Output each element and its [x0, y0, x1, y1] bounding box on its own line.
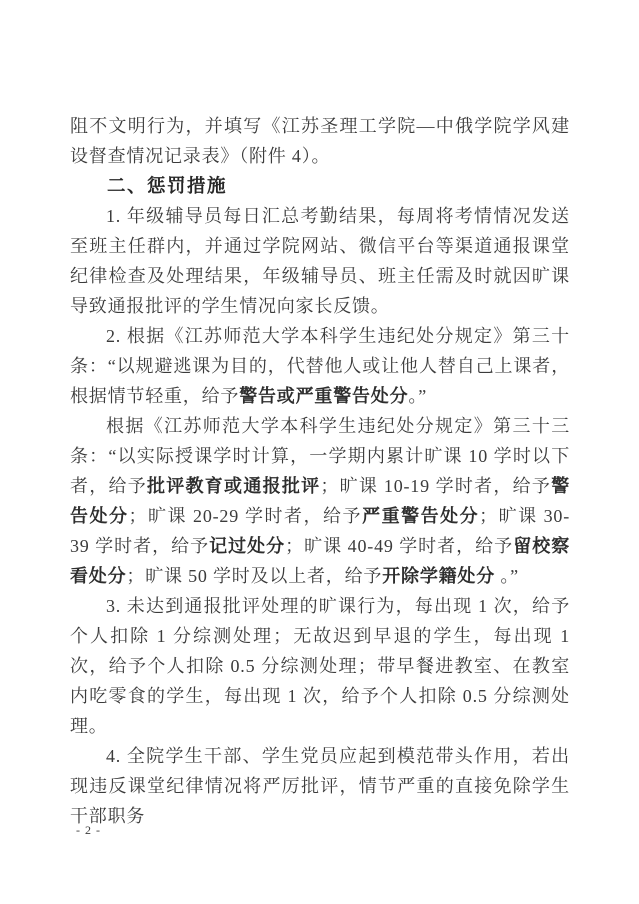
text-run: 。”	[495, 566, 519, 586]
paragraph-item-2	[70, 321, 570, 411]
paragraph-item-3	[70, 591, 570, 741]
text-run: 4. 全院学生干部、学生党员应起到模范带头作用，若出现违反课堂纪律情况将严厉批评，情节严重的直接免除学生干部职务	[70, 746, 570, 826]
paragraph-item-1	[70, 201, 570, 321]
text-run: ；旷课 50 学时及以上者，给予	[126, 566, 383, 586]
text-run: ；旷课 20-29 学时者，给予	[128, 506, 363, 526]
text-run: 2. 根据《江苏师范大学本科学生违纪处分规定》第三十条：“以规避逃课为目的，代替他人或让他人替自己上课者，根据情节轻重，给予	[70, 326, 570, 406]
text-run: 根据《江苏师范大学本科学生违纪处分规定》第三十三条：“以实际授课学时计算，一学期内累计旷课 10 学时以下者，给予	[70, 416, 570, 496]
paragraph-item-4	[70, 741, 570, 831]
bold-text-run: 批评教育或通报批评	[147, 476, 321, 496]
text-run: ；旷课 10-19 学时者，给予	[320, 476, 552, 496]
document-body	[70, 111, 570, 831]
bold-text-run: 警告或严重警告处分	[239, 386, 409, 406]
text-run: ；旷课 40-49 学时者，给予	[285, 536, 514, 556]
text-run: 3. 未达到通报批评处理的旷课行为，每出现 1 次，给予个人扣除 1 分综测处理；无故迟到早退的学生，每出现 1 次，给予个人扣除 0.5 分综测处理；带早餐进教室、在教室内吃零食的学生，每出现 1 次，给予个人扣除 0.5 分综测处理。	[70, 596, 570, 736]
text-run: ；旷课 30-39 学时者，给予	[70, 506, 571, 556]
paragraph-article-33	[70, 411, 570, 591]
text-run: 1. 年级辅导员每日汇总考勤结果，每周将考情情况发送至班主任群内，并通过学院网站、微信平台等渠道通报课堂纪律检查及处理结果，年级辅导员、班主任需及时就因旷课导致通报批评的学生情况向家长反馈。	[70, 206, 570, 316]
bold-text-run: 严重警告处分	[362, 506, 480, 526]
paragraph-continuation	[70, 111, 570, 171]
bold-text-run: 警告处分	[70, 476, 570, 526]
text-run: 。”	[408, 386, 427, 406]
section-heading	[70, 171, 570, 201]
bold-text-run: 开除学籍处分	[382, 566, 496, 586]
bold-text-run: 记过处分	[209, 536, 286, 556]
bold-text-run: 留校察看处分	[70, 536, 571, 586]
page-number: - 2 -	[76, 823, 101, 837]
text-run: 阻不文明行为，并填写《江苏圣理工学院—中俄学院学风建设督查情况记录表》（附件 4）。	[70, 116, 570, 166]
bold-text-run: 二、惩罚措施	[107, 175, 228, 196]
